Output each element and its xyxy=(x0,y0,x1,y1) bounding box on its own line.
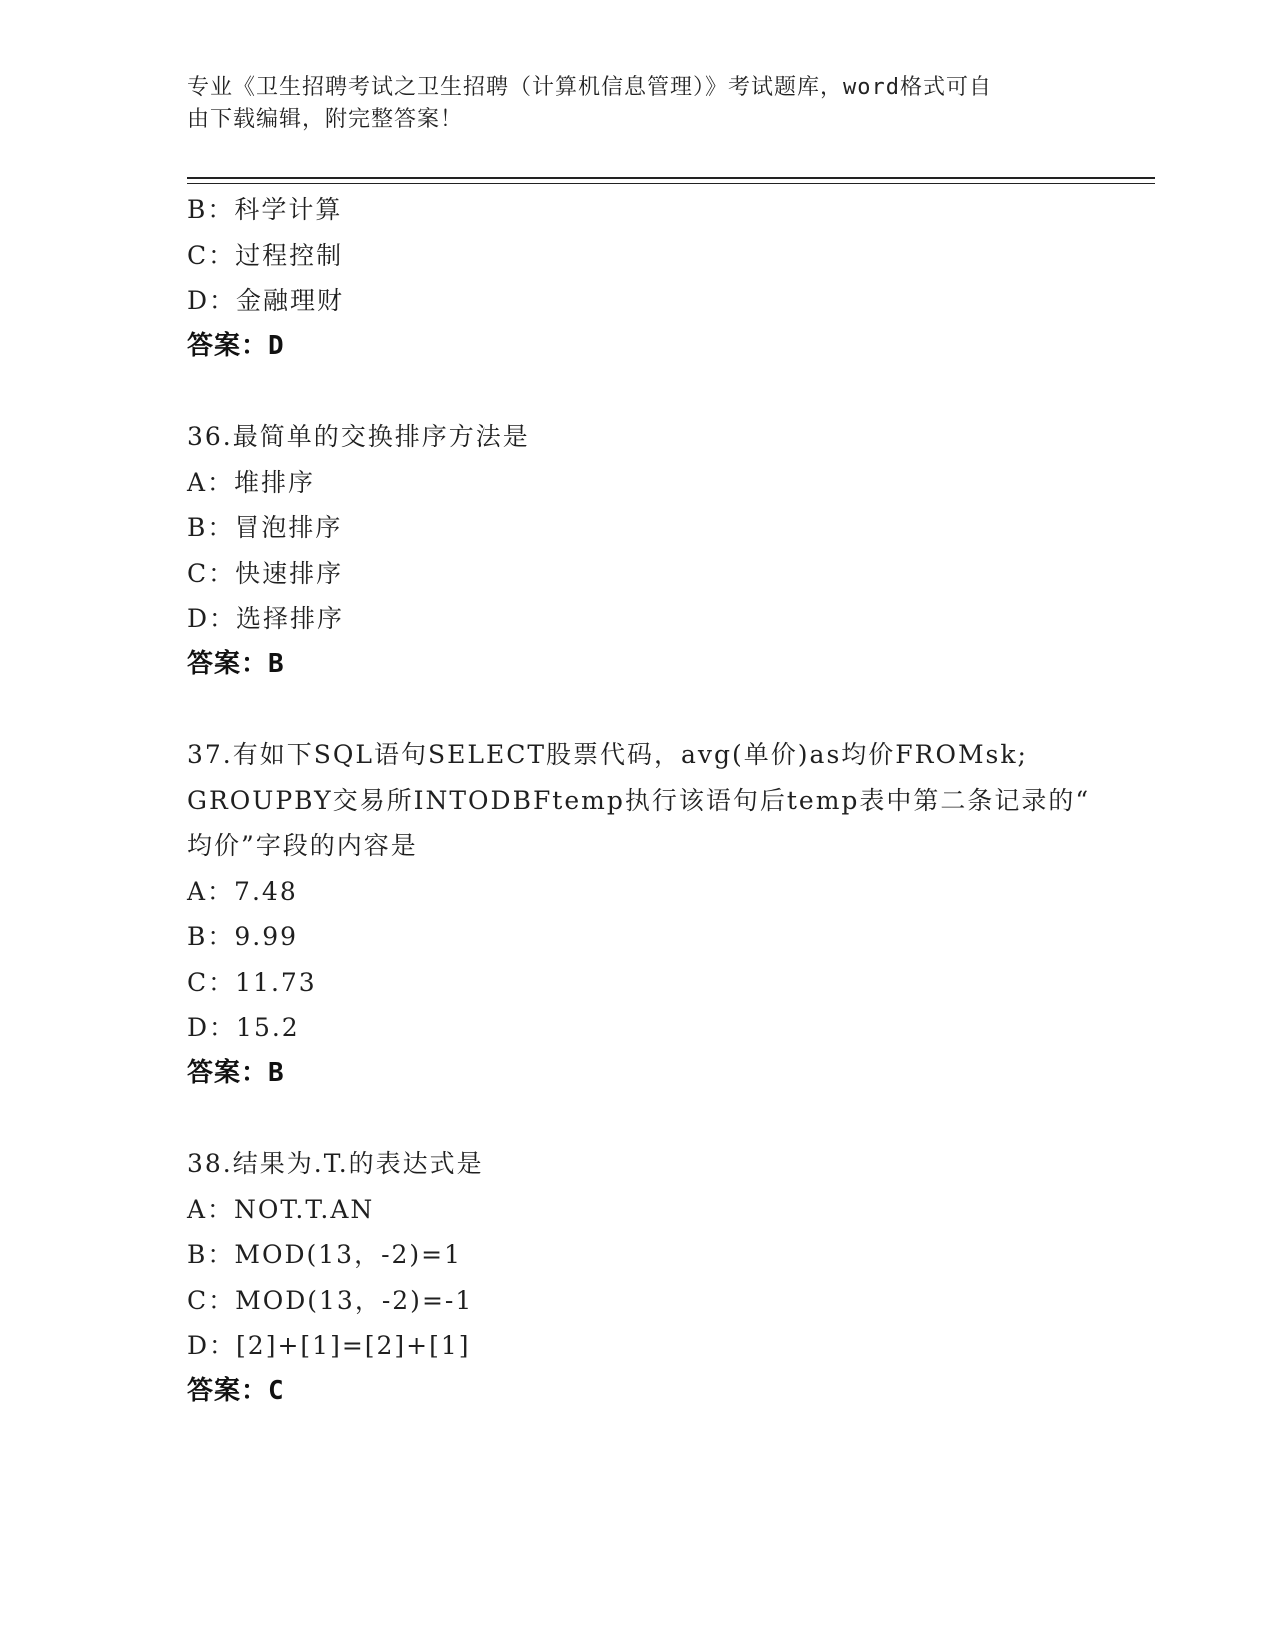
answer-line: 答案：B xyxy=(187,648,285,679)
option-b: B：科学计算 xyxy=(187,195,343,224)
question-35-continued xyxy=(187,187,1087,369)
question-stem-continued: GROUPBY交易所INTODBFtemp执行该语句后temp表中第二条记录的“ xyxy=(187,785,1091,815)
question-stem: 38.结果为.T.的表达式是 xyxy=(187,1149,484,1178)
option-c: C：过程控制 xyxy=(187,240,344,270)
question-37 xyxy=(187,732,1091,1096)
option-c: C：快速排序 xyxy=(187,558,344,588)
option-c: C：MOD(13，-2)=-1 xyxy=(187,1285,474,1315)
answer-line: 答案：C xyxy=(187,1375,285,1406)
option-b: B：9.99 xyxy=(187,922,299,951)
answer-line: 答案：D xyxy=(187,330,285,361)
header-line-2: 由下载编辑，附完整答案！ xyxy=(187,107,464,132)
option-a: A：NOT.T.AN xyxy=(187,1194,375,1224)
answer-line: 答案：B xyxy=(187,1057,285,1088)
header-line-1: 专业《卫生招聘考试之卫生招聘（计算机信息管理）》考试题库，word格式可自 xyxy=(187,75,992,100)
header-divider-thin xyxy=(187,183,1155,184)
option-c: C：11.73 xyxy=(187,967,317,997)
option-d: D：[2]+[1]=[2]+[1] xyxy=(187,1331,471,1360)
question-stem-continued: 均价”字段的内容是 xyxy=(187,831,418,860)
option-b: B：冒泡排序 xyxy=(187,513,343,542)
spacer xyxy=(187,1096,1087,1141)
header-divider-thick xyxy=(187,177,1155,179)
question-38 xyxy=(187,1141,1087,1414)
spacer xyxy=(187,687,1087,732)
question-stem: 37.有如下SQL语句SELECT股票代码，avg(单价)as均价FROMsk; xyxy=(187,740,1028,769)
question-list xyxy=(187,187,1091,1414)
option-d: D：15.2 xyxy=(187,1013,300,1042)
document-header xyxy=(187,72,1067,136)
option-a: A：7.48 xyxy=(187,876,298,906)
question-stem: 36.最简单的交换排序方法是 xyxy=(187,422,530,451)
option-d: D：选择排序 xyxy=(187,604,345,633)
question-36 xyxy=(187,414,1087,687)
spacer xyxy=(187,369,1087,414)
option-b: B：MOD(13，-2)=1 xyxy=(187,1240,463,1269)
option-d: D：金融理财 xyxy=(187,286,345,315)
option-a: A：堆排序 xyxy=(187,467,316,497)
